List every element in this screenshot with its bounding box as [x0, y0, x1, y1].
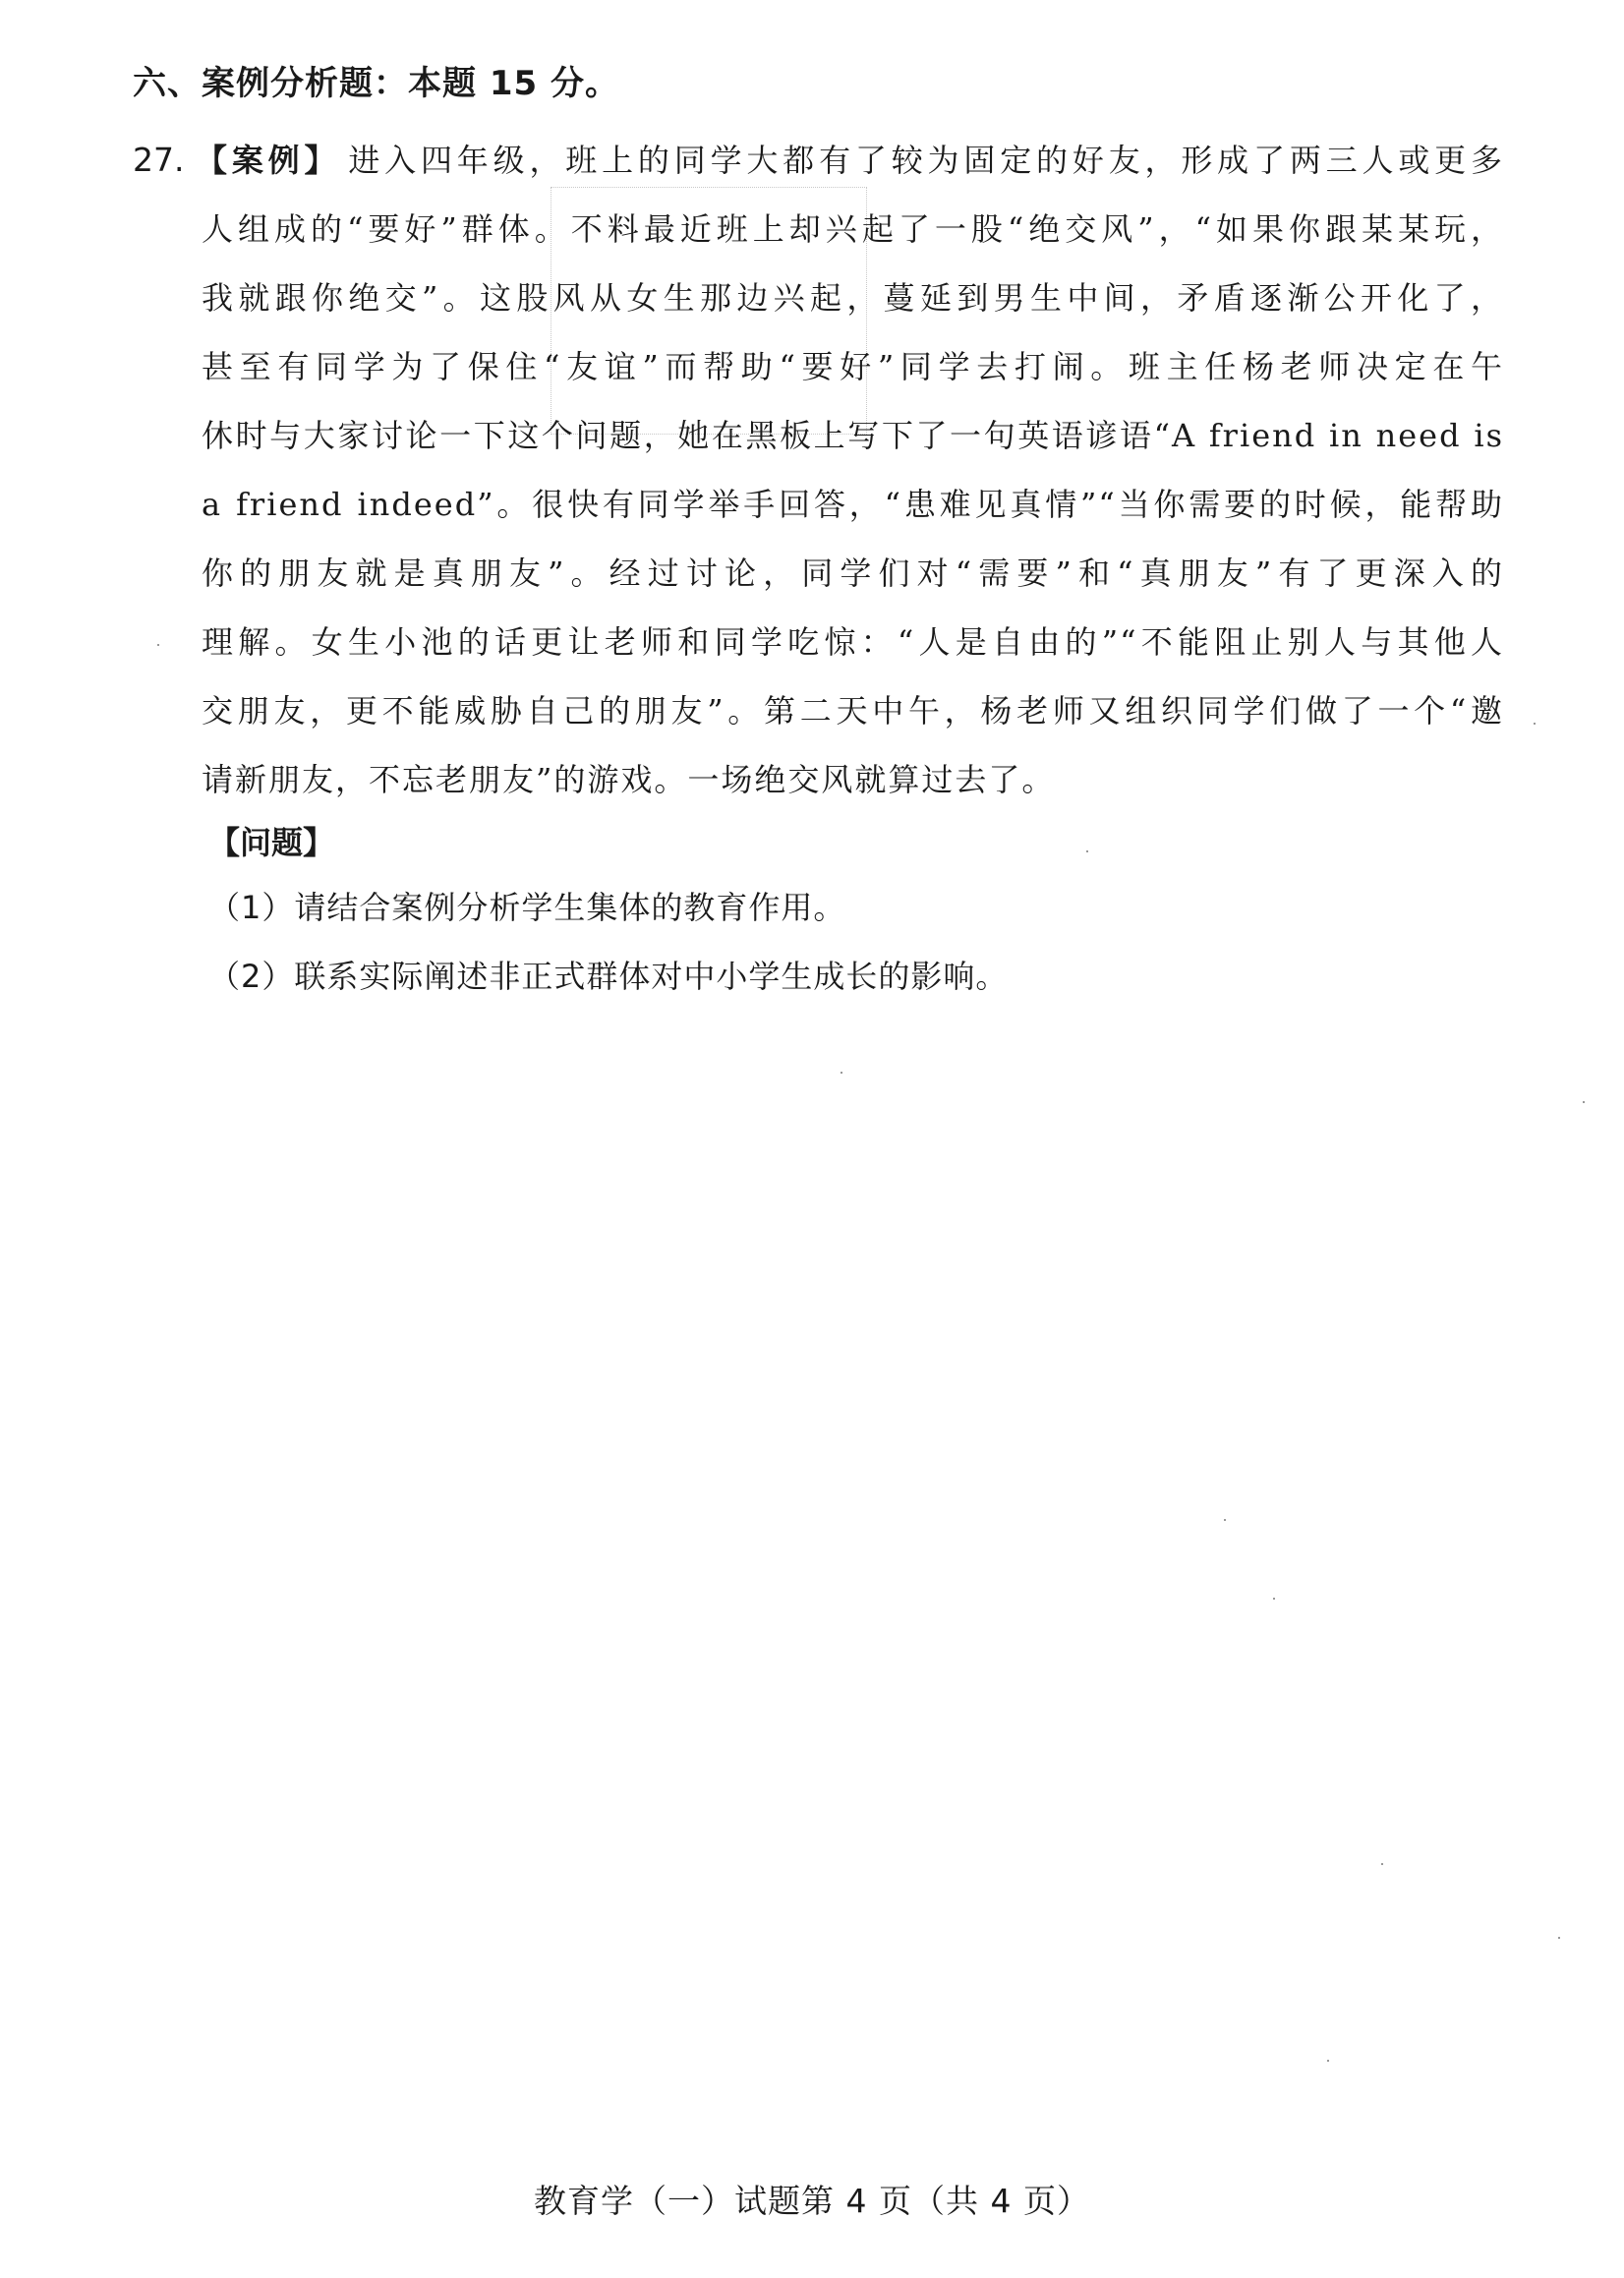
case-line: a friend indeed”。很快有同学举手回答，“患难见真情”“当你需要的时候，能帮助	[202, 486, 1504, 523]
scan-speck	[1327, 2060, 1329, 2062]
case-tag: 【案例】	[196, 142, 341, 179]
case-line: 甚至有同学为了保住“友谊”而帮助“要好”同学去打闹。班主任杨老师决定在午	[202, 348, 1504, 385]
section-heading: 六、案例分析题：本题 15 分。	[133, 64, 619, 103]
scan-speck	[157, 644, 159, 646]
case-line: 请新朋友，不忘老朋友”的游戏。一场绝交风就算过去了。	[202, 761, 1056, 798]
case-line: 人组成的“要好”群体。不料最近班上却兴起了一股“绝交风”，“如果你跟某某玩，	[202, 210, 1504, 248]
case-line: 我就跟你绝交”。这股风从女生那边兴起，蔓延到男生中间，矛盾逐渐公开化了，	[202, 279, 1504, 317]
sub-question-2: （2）联系实际阐述非正式群体对中小学生成长的影响。	[208, 958, 1009, 995]
scan-speck	[1534, 723, 1536, 725]
problem-heading: 【问题】	[208, 824, 335, 861]
scan-speck	[1224, 1519, 1226, 1521]
case-line: 理解。女生小池的话更让老师和同学吃惊：“人是自由的”“不能阻止别人与其他人	[202, 623, 1504, 661]
scan-speck	[1381, 1863, 1383, 1865]
scan-speck	[1583, 1101, 1585, 1103]
case-line: 休时与大家讨论一下这个问题，她在黑板上写下了一句英语谚语“A friend in need is	[202, 417, 1504, 454]
scan-speck	[841, 1072, 842, 1074]
question-number: 27.	[133, 141, 185, 179]
scan-speck	[1558, 1937, 1560, 1939]
case-line: 你的朋友就是真朋友”。经过讨论，同学们对“需要”和“真朋友”有了更深入的	[202, 555, 1504, 592]
case-line-text: 进入四年级，班上的同学大都有了较为固定的好友，形成了两三人或更多	[348, 142, 1504, 179]
scan-speck	[1273, 1598, 1275, 1600]
case-text	[196, 126, 1504, 814]
sub-question-1: （1）请结合案例分析学生集体的教育作用。	[208, 889, 846, 926]
case-line: 交朋友，更不能威胁自己的朋友”。第二天中午，杨老师又组织同学们做了一个“邀	[202, 692, 1504, 730]
case-line	[196, 126, 1504, 195]
scan-speck	[1086, 850, 1088, 852]
page-footer: 教育学（一）试题第 4 页（共 4 页）	[534, 2182, 1090, 2220]
question-27	[133, 126, 1504, 814]
